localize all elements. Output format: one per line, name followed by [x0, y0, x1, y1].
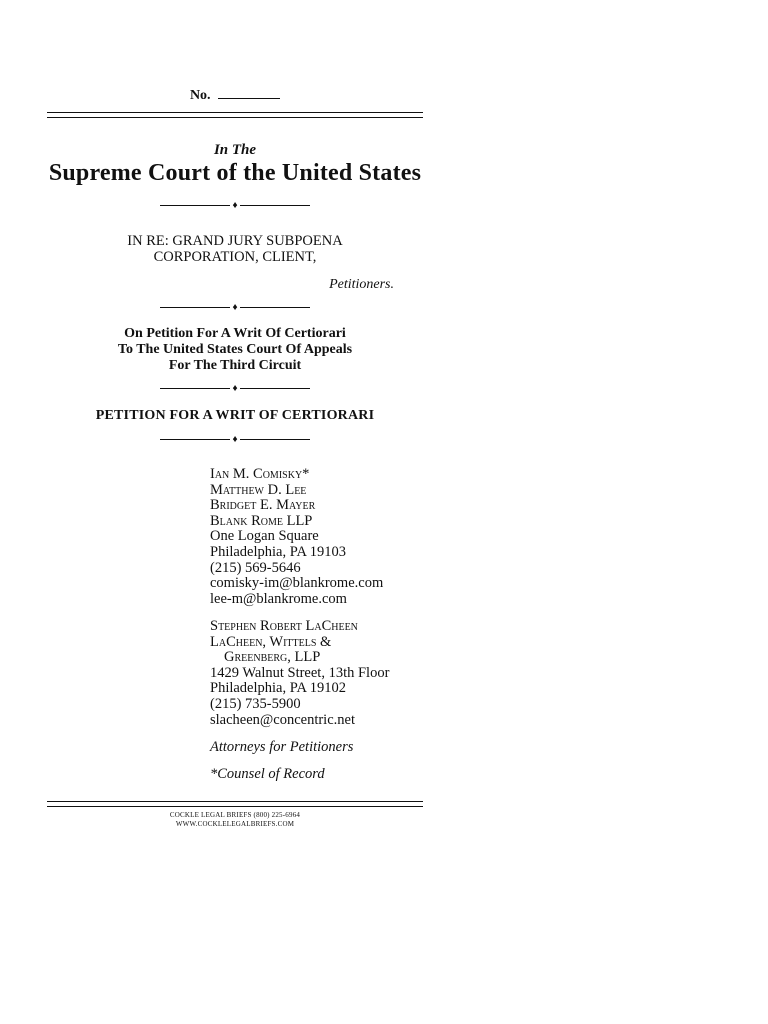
ornament-divider — [160, 435, 310, 445]
docket-blank-line — [218, 86, 280, 99]
firm-phone: (215) 569-5646 — [210, 559, 301, 576]
party-designation: Petitioners. — [329, 277, 394, 292]
top-double-rule — [47, 112, 423, 118]
attorney-email: lee-m@blankrome.com — [210, 590, 347, 607]
on-petition-line: For The Third Circuit — [168, 358, 302, 373]
court-name: Supreme Court of the United States — [48, 160, 422, 186]
counsel-of-record-note: *Counsel of Record — [210, 766, 325, 782]
attorney-name: Stephen Robert LaCheen — [210, 618, 358, 634]
ornament-divider — [160, 201, 310, 211]
divider-line-right — [240, 307, 310, 308]
counsel-block-blank-rome — [210, 467, 470, 607]
divider-line-left — [160, 388, 230, 389]
firm-city: Philadelphia, PA 19103 — [210, 543, 347, 560]
case-caption — [47, 233, 423, 265]
footer-line: COCKLE LEGAL BRIEFS (800) 225-6964 — [169, 811, 301, 819]
printer-footer — [47, 811, 423, 829]
caption-line: IN RE: GRAND JURY SUBPOENA — [127, 233, 343, 249]
attorney-name: Bridget E. Mayer — [210, 497, 316, 514]
diamond-icon: ♦ — [232, 302, 238, 313]
divider-line-left — [160, 307, 230, 308]
docket-number — [47, 86, 423, 104]
divider-line-right — [240, 388, 310, 389]
divider-line-left — [160, 205, 230, 206]
firm-name: LaCheen, Wittels & — [210, 633, 332, 650]
diamond-icon: ♦ — [232, 434, 238, 445]
divider-line-right — [240, 439, 310, 440]
counsel-block-lacheen — [210, 619, 470, 728]
on-petition-line: On Petition For A Writ Of Certiorari — [124, 326, 346, 341]
attorneys-for-label: Attorneys for Petitioners — [210, 739, 354, 755]
firm-address: One Logan Square — [210, 528, 319, 545]
divider-line-right — [240, 205, 310, 206]
docket-label: No. — [189, 88, 211, 103]
firm-name: Blank Rome LLP — [210, 512, 313, 529]
document-title: PETITION FOR A WRIT OF CERTIORARI — [95, 408, 375, 423]
ornament-divider — [160, 303, 310, 313]
firm-name-continued: Greenberg, LLP — [224, 649, 321, 666]
attorney-email: comisky-im@blankrome.com — [210, 575, 384, 592]
firm-address: 1429 Walnut Street, 13th Floor — [210, 664, 390, 681]
diamond-icon: ♦ — [232, 383, 238, 394]
on-petition-heading — [47, 326, 423, 374]
attorney-email: slacheen@concentric.net — [210, 711, 355, 728]
diamond-icon: ♦ — [232, 200, 238, 211]
firm-phone: (215) 735-5900 — [210, 695, 301, 712]
attorney-name: Ian M. Comisky* — [210, 466, 310, 482]
caption-line: CORPORATION, CLIENT, — [153, 249, 317, 265]
divider-line-left — [160, 439, 230, 440]
on-petition-line: To The United States Court Of Appeals — [117, 342, 353, 357]
attorney-name: Matthew D. Lee — [210, 481, 307, 498]
court-prefix: In The — [213, 142, 257, 158]
firm-city: Philadelphia, PA 19102 — [210, 680, 347, 697]
ornament-divider — [160, 384, 310, 394]
bottom-double-rule — [47, 801, 423, 807]
footer-line: WWW.COCKLELEGALBRIEFS.COM — [175, 820, 295, 828]
